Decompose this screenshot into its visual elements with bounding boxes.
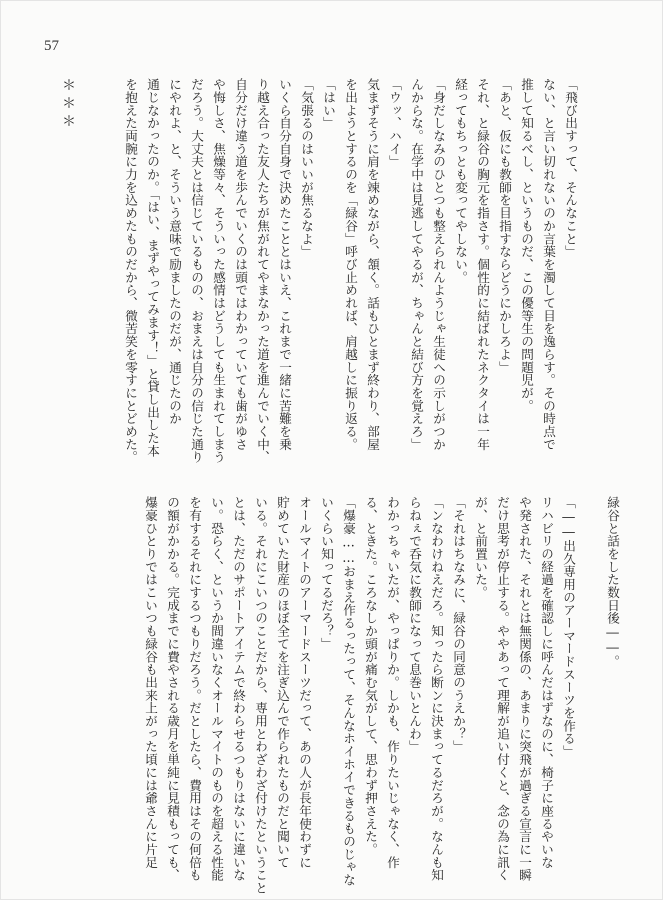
lower-text-line: いくらい知ってるだろ？」 [319, 496, 334, 651]
lower-text-block [139, 496, 623, 895]
scene-separator: ＊＊＊ [60, 78, 76, 132]
upper-text-line: 「あと、仮にも教師を目指すならどうにかしろよ」 [497, 78, 512, 374]
lower-text-line: が、と前置いた。 [473, 496, 488, 599]
upper-text-line: 「ウッ、ハイ」 [387, 78, 402, 168]
lower-text-line: 緑谷と話をした数日後――。 [605, 496, 620, 668]
upper-text-line: を抱えた両腕に力を込めたものだから、微苦笑を零すにとどめた。 [123, 78, 138, 464]
upper-text-line: り越え合った友人たちが焦がれてやまなかった道を進んでいく中、 [255, 78, 270, 464]
lower-text-line: リハビリの経過を確認しに呼んだはずなのに、椅子に座るやいな [539, 496, 554, 869]
upper-text-line: にやれよ、と、そういう意味で励ましたのだが、通じたのか [167, 78, 182, 425]
lower-text-line [579, 496, 601, 884]
page-number: 57 [44, 38, 59, 54]
lower-text-line: だけ思考が停止する。ややあって理解が追い付くと、念の為に訊く [495, 496, 510, 882]
lower-text-line: とは、ただのサポートアイテムで終わらせるつもりはないに違いな [231, 496, 246, 882]
lower-text-line: 「――出久専用のアーマードスーツを作る」 [561, 496, 576, 758]
upper-text-line: だろう。大丈夫とは信じているものの、おまえは自分の信じた通り [189, 78, 204, 464]
upper-text-line: それ、と緑谷の胸元を指さす。個性的に結ばれたネクタイは一年 [475, 78, 490, 451]
lower-text-line: 「ンなわけねえだろ。知ったら断ンに決まってるだろが。なんも知 [429, 496, 444, 882]
upper-text-block [119, 78, 581, 468]
upper-text-line: 自分だけ違う道を歩んでいくのは頭ではわかっていても歯がゆさ [233, 78, 248, 451]
lower-text-line: の額がかかる。完成までに費やされる歳月を単純に見積もっても、 [165, 496, 180, 882]
lower-text-line: や発された、それとは無関係の、あまりに突飛が過ぎる宣言に一瞬 [517, 496, 532, 882]
lower-text-line: 貯めていた財産のほぼ全てを注ぎ込んで作られたものだと聞いて [275, 496, 290, 869]
lower-text-line: らねぇで呑気に教師になって息巻いとんわ」 [407, 496, 422, 753]
upper-text-line: 推して知るべし、というものだ、この優等生の問題児が。 [519, 78, 534, 413]
upper-text-line: 「飛び出すって、そんなこと」 [563, 78, 578, 258]
upper-text-line: 通じなかったのか。「はい、まずやってみます！」と貸し出した本 [145, 78, 160, 458]
upper-text-line: ない、と言い切れないのか言葉を濁して目を逸らす。その時点で [541, 78, 556, 451]
upper-text-line: を出ようとするのを「緑谷」呼び止めれば、肩越しに振り返る。 [343, 78, 358, 451]
lower-text-line: 爆豪ひとりではこいつも緑谷も出来上がった頃には爺さんに片足 [143, 496, 158, 869]
upper-text-line: 「身だしなみのひとつも整えられんようじゃ生徒への示しがつか [431, 78, 446, 451]
lower-text-line: 「爆豪……おまえ作るったって、そんなホイホイできるものじゃな [341, 496, 356, 887]
upper-text-line: や悔しさ、焦燥等々、そういった感情はどうしても生まれてしまう [211, 78, 226, 464]
upper-text-line: 気まずそうに肩を竦めながら、頷く。話もひとまず終わり、部屋 [365, 78, 380, 451]
lower-text-line: い。恐らく、というか間違いなくオールマイトのものを超える性能 [209, 496, 224, 882]
lower-text-line: を有するそれにするつもりだろう。だとしたら、費用はその何倍も [187, 496, 202, 882]
lower-text-line: いる。それにこいつのことだから、専用とわざわざ付けたということ [253, 496, 268, 895]
upper-text-line: 「気張るのはいいが焦るなよ」 [299, 78, 314, 258]
upper-text-line: 「はい」 [321, 78, 336, 130]
lower-text-line: わかっちゃいたが、やっぱりか。しかも、作りたいじゃなく、作 [385, 496, 400, 869]
lower-text-line: る、ときた。ころなしか頭が痛む気がして、思わず押さえた。 [363, 496, 378, 856]
upper-text-line: いくら自分自身で決めたこととはいえ、これまで一緒に苦難を乗 [277, 78, 292, 451]
lower-text-line: オールマイトのアーマードスーツだって、あの人が長年使わずに [297, 496, 312, 869]
lower-text-line: 「それはちなみに、緑谷の同意のうえか？」 [451, 496, 466, 753]
upper-text-line: 経ってもちっとも変ってやしない。 [453, 78, 468, 284]
upper-text-line: んからな。在学中は見逃してやるが、ちゃんと結び方を覚えろ」 [409, 78, 424, 451]
